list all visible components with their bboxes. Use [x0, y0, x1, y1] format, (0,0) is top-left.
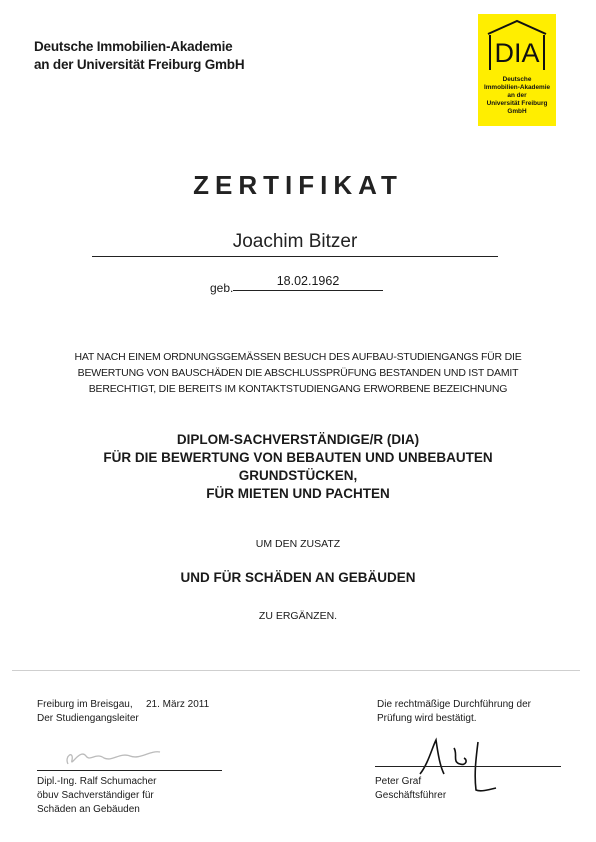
signatory-left	[37, 775, 157, 817]
intro-text	[36, 349, 560, 397]
logo-abbreviation: DIA	[494, 38, 540, 68]
diploma-line: FÜR DIE BEWERTUNG VON BEBAUTEN UND UNBEBAUTEN	[103, 450, 493, 465]
signatory-right	[375, 775, 446, 803]
signature-left	[60, 742, 170, 770]
logo-text-line: an der	[507, 92, 527, 99]
diploma-line: FÜR MIETEN UND PACHTEN	[206, 486, 390, 501]
signatory-line: Geschäftsführer	[375, 790, 447, 801]
birth-date: 18.02.1962	[276, 274, 340, 288]
closing-text: ZU ERGÄNZEN.	[258, 610, 338, 622]
diploma-designation	[0, 431, 596, 503]
logo-text	[478, 76, 556, 116]
birth-label: geb.	[210, 281, 234, 295]
signatory-line: Dipl.-Ing. Ralf Schumacher	[37, 776, 157, 787]
addition-intro: UM DEN ZUSATZ	[255, 538, 341, 550]
place-and-role	[37, 698, 139, 726]
place: Freiburg im Breisgau,	[37, 699, 133, 710]
birth-date-underline	[233, 290, 383, 291]
signature-line-left	[37, 770, 222, 771]
certificate-title: ZERTIFIKAT	[193, 170, 403, 200]
logo-text-line: Immobilien-Akademie	[483, 84, 551, 91]
diploma-line: DIPLOM-SACHVERSTÄNDIGE/R (DIA)	[176, 432, 420, 447]
logo-text-line: Deutsche	[502, 76, 532, 83]
diploma-line: GRUNDSTÜCKEN,	[238, 468, 358, 483]
signature-line-right	[375, 766, 561, 767]
confirmation-line: Prüfung wird bestätigt.	[377, 713, 477, 724]
dia-logo	[478, 14, 556, 126]
divider	[12, 670, 580, 671]
dia-house-icon	[484, 18, 550, 74]
organization-name	[34, 38, 244, 74]
logo-text-line: GmbH	[507, 108, 527, 115]
role-title: Der Studiengangsleiter	[37, 713, 139, 724]
organization-line-1: Deutsche Immobilien-Akademie	[34, 39, 233, 54]
name-underline	[92, 256, 498, 257]
organization-line-2: an der Universität Freiburg GmbH	[34, 57, 245, 72]
signatory-line: Schäden an Gebäuden	[37, 804, 140, 815]
intro-line: HAT NACH EINEM ORDNUNGSGEMÄSSEN BESUCH DES AUFBAU-STUDIENGANGS FÜR DIE	[74, 351, 522, 363]
recipient-name: Joachim Bitzer	[232, 231, 358, 252]
confirmation-text	[377, 698, 531, 726]
addition-designation: UND FÜR SCHÄDEN AN GEBÄUDEN	[180, 570, 416, 585]
intro-line: BERECHTIGT, DIE BEREITS IM KONTAKTSTUDIENGANG ERWORBENE BEZEICHNUNG	[88, 383, 508, 395]
intro-line: BEWERTUNG VON BAUSCHÄDEN DIE ABSCHLUSSPRÜFUNG BESTANDEN UND IST DAMIT	[77, 367, 519, 379]
signatory-line: öbuv Sachverständiger für	[37, 790, 154, 801]
issue-date: 21. März 2011	[146, 699, 210, 710]
confirmation-line: Die rechtmäßige Durchführung der	[377, 699, 531, 710]
signatory-line: Peter Graf	[375, 776, 422, 787]
logo-text-line: Universität Freiburg	[486, 100, 548, 107]
